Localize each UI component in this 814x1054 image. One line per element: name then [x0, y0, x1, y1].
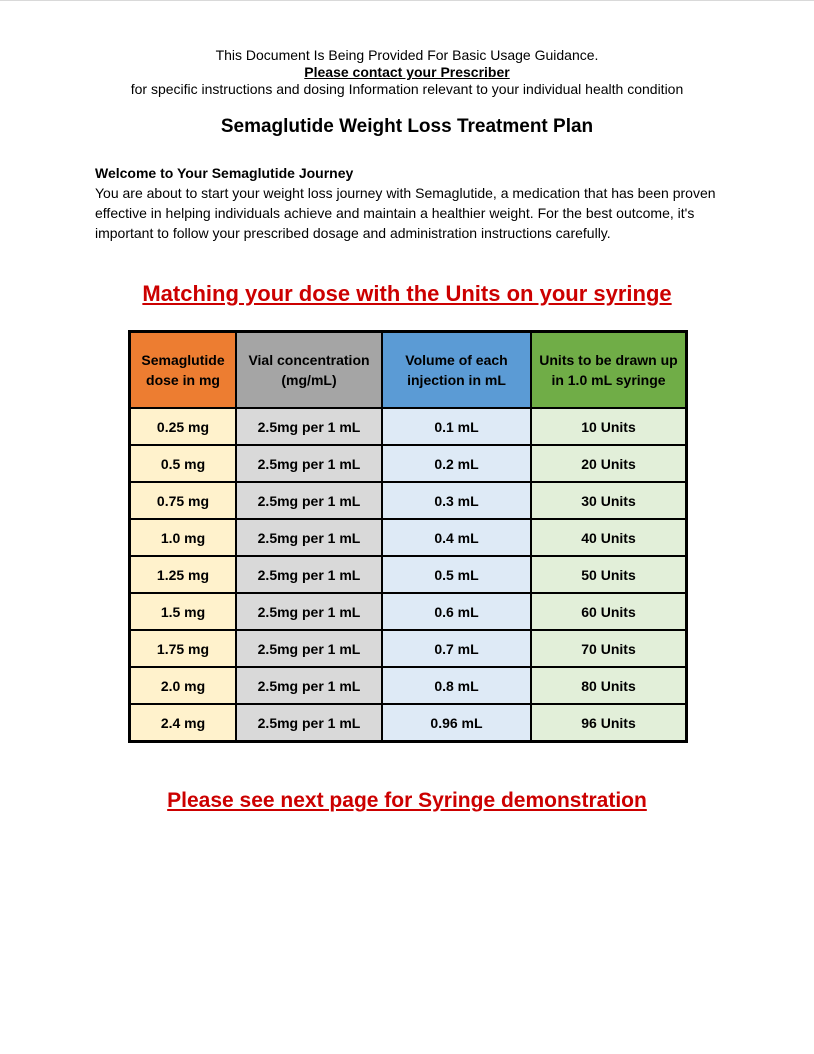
cell-units: 96 Units — [531, 704, 687, 742]
header-volume: Volume of each injection in mL — [382, 332, 531, 409]
cell-units: 60 Units — [531, 593, 687, 630]
disclaimer-contact-prescriber: Please contact your Prescriber — [304, 64, 510, 80]
cell-dose: 2.0 mg — [130, 667, 237, 704]
cell-volume: 0.1 mL — [382, 408, 531, 445]
intro-section — [95, 163, 735, 243]
cell-dose: 2.4 mg — [130, 704, 237, 742]
disclaimer-line-1: This Document Is Being Provided For Basic Usage Guidance. — [215, 47, 599, 63]
header-units: Units to be drawn up in 1.0 mL syringe — [531, 332, 687, 409]
table-row — [130, 482, 687, 519]
table-heading: Matching your dose with the Units on your syringe — [142, 281, 672, 306]
cell-concentration: 2.5mg per 1 mL — [236, 630, 382, 667]
table-row — [130, 408, 687, 445]
table-row — [130, 667, 687, 704]
cell-dose: 1.75 mg — [130, 630, 237, 667]
disclaimer-line-3: for specific instructions and dosing Information relevant to your individual health condition — [130, 81, 684, 97]
cell-concentration: 2.5mg per 1 mL — [236, 593, 382, 630]
cell-dose: 1.25 mg — [130, 556, 237, 593]
cell-volume: 0.6 mL — [382, 593, 531, 630]
cell-dose: 0.75 mg — [130, 482, 237, 519]
cell-concentration: 2.5mg per 1 mL — [236, 482, 382, 519]
table-row — [130, 445, 687, 482]
next-page-note: Please see next page for Syringe demonstration — [167, 789, 647, 812]
cell-concentration: 2.5mg per 1 mL — [236, 408, 382, 445]
intro-heading: Welcome to Your Semaglutide Journey — [95, 165, 354, 181]
cell-units: 50 Units — [531, 556, 687, 593]
dose-table-header-row — [130, 332, 687, 409]
cell-volume: 0.3 mL — [382, 482, 531, 519]
cell-units: 10 Units — [531, 408, 687, 445]
cell-dose: 1.5 mg — [130, 593, 237, 630]
cell-concentration: 2.5mg per 1 mL — [236, 667, 382, 704]
cell-units: 20 Units — [531, 445, 687, 482]
cell-volume: 0.2 mL — [382, 445, 531, 482]
cell-dose: 0.5 mg — [130, 445, 237, 482]
cell-concentration: 2.5mg per 1 mL — [236, 519, 382, 556]
page-title: Semaglutide Weight Loss Treatment Plan — [220, 116, 594, 137]
table-row — [130, 630, 687, 667]
cell-dose: 0.25 mg — [130, 408, 237, 445]
cell-concentration: 2.5mg per 1 mL — [236, 704, 382, 742]
cell-volume: 0.96 mL — [382, 704, 531, 742]
table-row — [130, 704, 687, 742]
page-top-border — [0, 0, 814, 1]
cell-volume: 0.8 mL — [382, 667, 531, 704]
cell-units: 40 Units — [531, 519, 687, 556]
cell-concentration: 2.5mg per 1 mL — [236, 445, 382, 482]
table-row — [130, 593, 687, 630]
table-row — [130, 519, 687, 556]
cell-units: 30 Units — [531, 482, 687, 519]
cell-volume: 0.5 mL — [382, 556, 531, 593]
cell-volume: 0.7 mL — [382, 630, 531, 667]
header-concentration: Vial concentration (mg/mL) — [236, 332, 382, 409]
cell-units: 80 Units — [531, 667, 687, 704]
intro-body: You are about to start your weight loss journey with Semaglutide, a medication that has been proven effective in helping individuals achieve and maintain a healthier weight. For the best outcome, it's important to follow your prescribed dosage and administration instructions carefully. — [95, 185, 716, 241]
header-dose: Semaglutide dose in mg — [130, 332, 237, 409]
disclaimer — [0, 47, 814, 98]
cell-concentration: 2.5mg per 1 mL — [236, 556, 382, 593]
table-row — [130, 556, 687, 593]
cell-volume: 0.4 mL — [382, 519, 531, 556]
cell-units: 70 Units — [531, 630, 687, 667]
dose-table — [128, 330, 688, 743]
cell-dose: 1.0 mg — [130, 519, 237, 556]
